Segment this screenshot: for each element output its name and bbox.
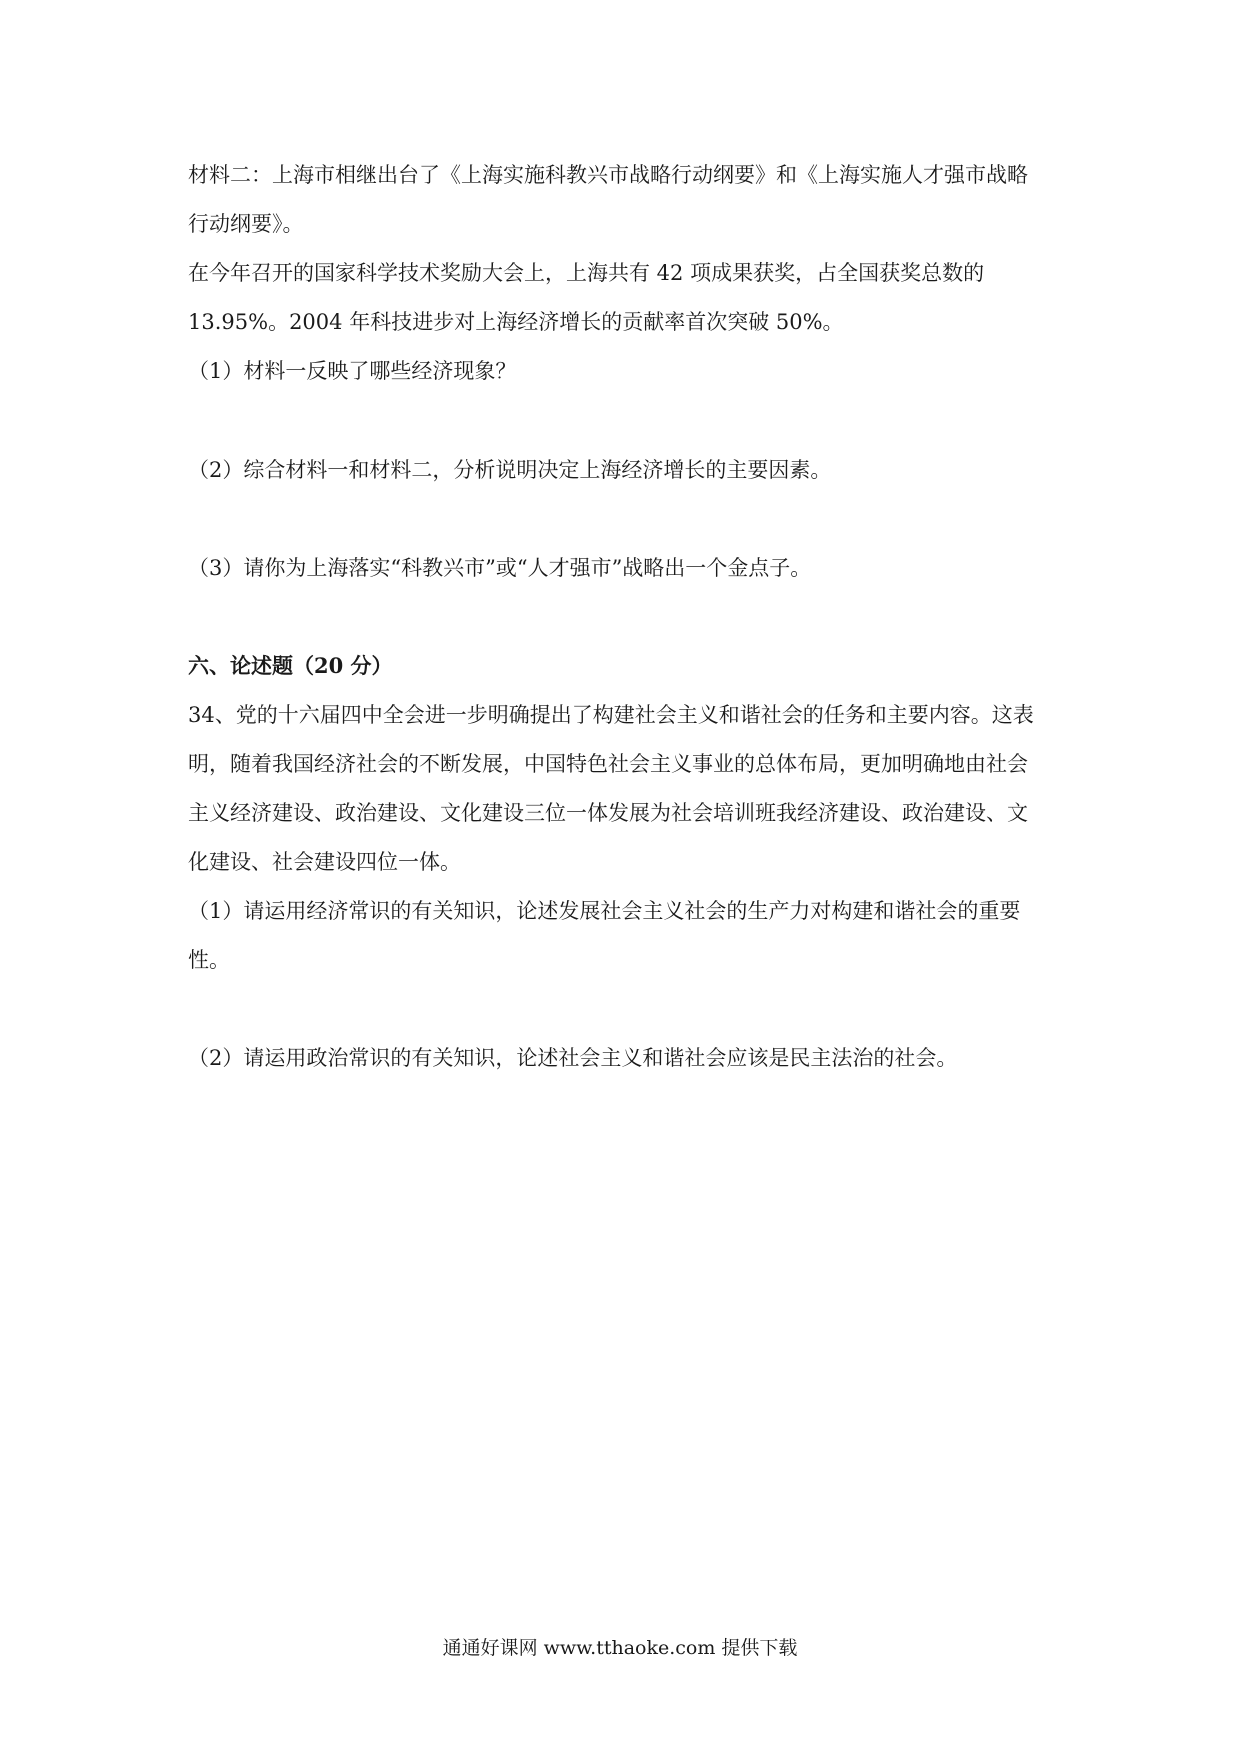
q34-sub-question-2: （2）请运用政治常识的有关知识，论述社会主义和谐社会应该是民主法治的社会。: [188, 1046, 958, 1070]
material2-line-1: 材料二：上海市相继出台了《上海实施科教兴市战略行动纲要》和《上海实施人才强市战略: [188, 163, 1028, 187]
material2-line-4: 13.95%。2004 年科技进步对上海经济增长的贡献率首次突破 50%。: [188, 310, 844, 334]
q33-sub-question-3: （3）请你为上海落实“科教兴市”或“人才强市”战略出一个金点子。: [188, 556, 812, 580]
q33-sub-question-2: （2）综合材料一和材料二，分析说明决定上海经济增长的主要因素。: [188, 458, 832, 482]
q34-line-4: 化建设、社会建设四位一体。: [188, 850, 461, 874]
q34-line-1: 34、党的十六届四中全会进一步明确提出了构建社会主义和谐社会的任务和主要内容。这表: [188, 703, 1034, 727]
material2-line-2: 行动纲要》。: [188, 212, 304, 236]
q34-sub-question-1-line-2: 性。: [188, 948, 230, 972]
q34-line-3: 主义经济建设、政治建设、文化建设三位一体发展为社会培训班我经济建设、政治建设、文: [188, 801, 1028, 825]
q34-line-2: 明，随着我国经济社会的不断发展，中国特色社会主义事业的总体布局，更加明确地由社会: [188, 752, 1028, 776]
q33-sub-question-1: （1）材料一反映了哪些经济现象？: [188, 359, 517, 383]
q34-sub-question-1-line-1: （1）请运用经济常识的有关知识，论述发展社会主义社会的生产力对构建和谐社会的重要: [188, 899, 1021, 923]
material2-line-3: 在今年召开的国家科学技术奖励大会上，上海共有 42 项成果获奖，占全国获奖总数的: [188, 261, 985, 285]
footer-download-note: 通通好课网 www.tthaoke.com 提供下载: [442, 1637, 798, 1659]
section-6-heading: 六、论述题（20 分）: [188, 653, 393, 678]
